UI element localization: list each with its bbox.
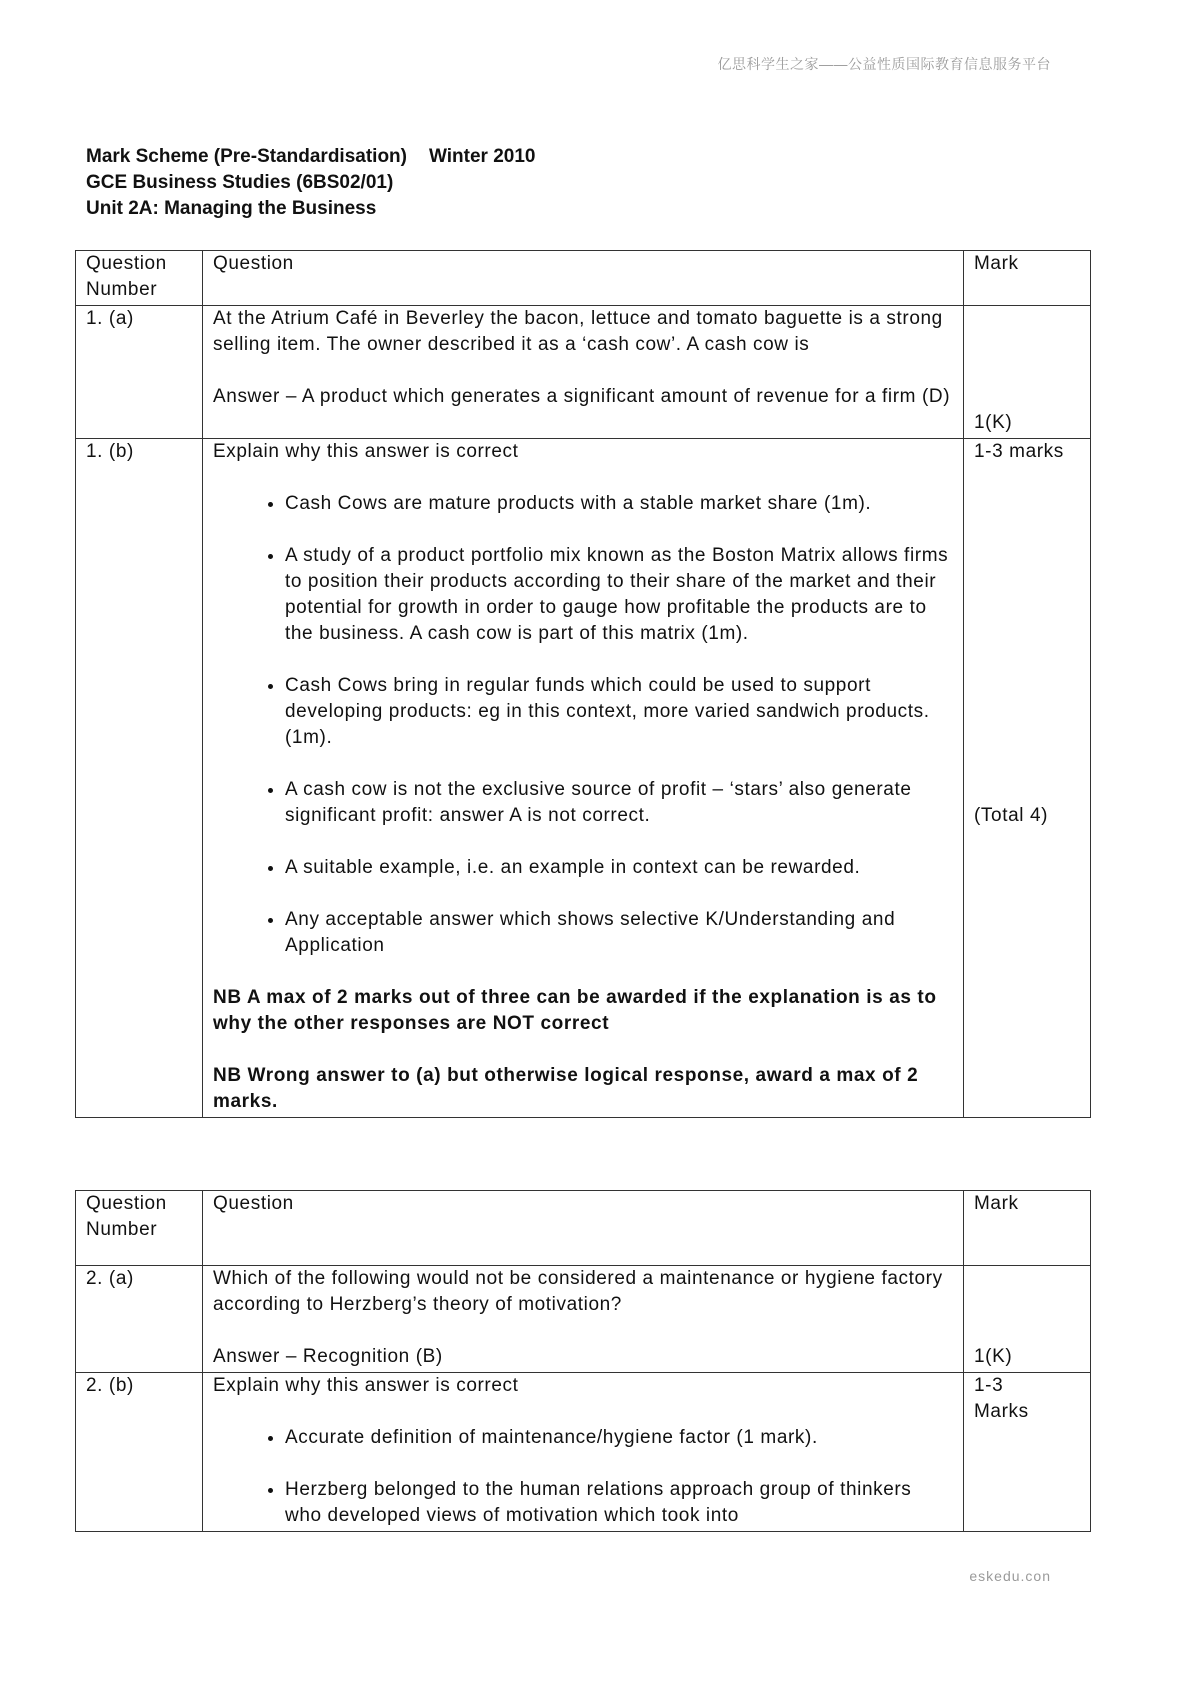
nb-note-2: NB Wrong answer to (a) but otherwise logical response, award a max of 2 marks.: [213, 1065, 919, 1112]
bullet-list: [213, 1425, 953, 1451]
heading-line-3: Unit 2A: Managing the Business: [86, 198, 377, 219]
header-question: Question: [203, 1191, 964, 1266]
table-row: [76, 1266, 1091, 1373]
mark-cell: [964, 439, 1091, 1118]
watermark-top: 亿思科学生之家——公益性质国际教育信息服务平台: [717, 56, 1051, 72]
bullet-list: [213, 907, 953, 959]
mark-value: 1(K): [974, 412, 1013, 433]
heading-line-1: Mark Scheme (Pre-Standardisation) Winter 2010: [86, 146, 536, 167]
list-item: • Accurate definition of maintenance/hygiene factor (1 mark).: [285, 1425, 953, 1451]
mark-scheme-table-1: [75, 250, 1091, 1118]
question-number: 2. (b): [76, 1373, 203, 1532]
bullet-list: [213, 777, 953, 829]
list-item: • Any acceptable answer which shows selective K/Understanding and Application: [285, 907, 953, 959]
heading-line-2: GCE Business Studies (6BS02/01): [86, 172, 394, 193]
table-row: [76, 1373, 1091, 1532]
question-number: 1. (a): [76, 306, 203, 439]
mark-scheme-table-2: [75, 1190, 1091, 1532]
mark-cell: [964, 1373, 1091, 1532]
header-question: Question: [203, 251, 964, 306]
list-item: • A suitable example, i.e. an example in context can be rewarded.: [285, 855, 953, 881]
mark-value: 1-3 marks: [974, 441, 1064, 462]
mark-value: 1(K): [974, 1346, 1013, 1367]
mark-value-line-2: Marks: [974, 1401, 1029, 1422]
mark-total: (Total 4): [974, 805, 1049, 826]
list-item: • Herzberg belonged to the human relations approach group of thinkers who developed views of motivation which took into: [285, 1477, 953, 1529]
list-item: • Cash Cows bring in regular funds which could be used to support developing products: eg in this context, more varied sandwich products. (1m).: [285, 673, 953, 751]
header-mark: Mark: [964, 251, 1091, 306]
answer-text: Answer – Recognition (B): [213, 1346, 443, 1367]
bullet-list: [213, 491, 953, 517]
header-question-number: Question Number: [76, 1191, 203, 1266]
question-number: 2. (a): [76, 1266, 203, 1373]
question-cell: [203, 1266, 964, 1373]
bullet-list: [213, 543, 953, 647]
table-header-row: [76, 251, 1091, 306]
bullet-list: [213, 673, 953, 751]
question-text: Which of the following would not be considered a maintenance or hygiene factory according to Herzberg’s theory of motivation?: [213, 1268, 943, 1315]
mark-value-line-1: 1-3: [974, 1375, 1004, 1396]
question-text: At the Atrium Café in Beverley the bacon, lettuce and tomato baguette is a strong selling item. The owner described it as a ‘cash cow’. A cash cow is: [213, 308, 943, 355]
list-item: • A cash cow is not the exclusive source of profit – ‘stars’ also generate significant profit: answer A is not correct.: [285, 777, 953, 829]
nb-note-1: NB A max of 2 marks out of three can be awarded if the explanation is as to why the other responses are NOT correct: [213, 987, 937, 1034]
question-intro: Explain why this answer is correct: [213, 441, 519, 462]
question-cell: [203, 306, 964, 439]
table-row: [76, 306, 1091, 439]
answer-text: Answer – A product which generates a significant amount of revenue for a firm (D): [213, 386, 951, 407]
list-item: • A study of a product portfolio mix known as the Boston Matrix allows firms to position their products according to their share of the market and their potential for growth in order to gauge how profitable the products are to the business. A cash cow is part of this matrix (1m).: [285, 543, 953, 647]
list-item: • Cash Cows are mature products with a stable market share (1m).: [285, 491, 953, 517]
bullet-list: [213, 1477, 953, 1529]
question-number: 1. (b): [76, 439, 203, 1118]
question-cell: [203, 1373, 964, 1532]
header-question-number: Question Number: [76, 251, 203, 306]
question-intro: Explain why this answer is correct: [213, 1375, 519, 1396]
question-cell: [203, 439, 964, 1118]
table-header-row: [76, 1191, 1091, 1266]
document-heading: [86, 144, 535, 222]
table-row: [76, 439, 1091, 1118]
mark-cell: [964, 306, 1091, 439]
mark-cell: [964, 1266, 1091, 1373]
watermark-bottom: eskedu.con: [969, 1568, 1051, 1584]
bullet-list: [213, 855, 953, 881]
header-mark: Mark: [964, 1191, 1091, 1266]
